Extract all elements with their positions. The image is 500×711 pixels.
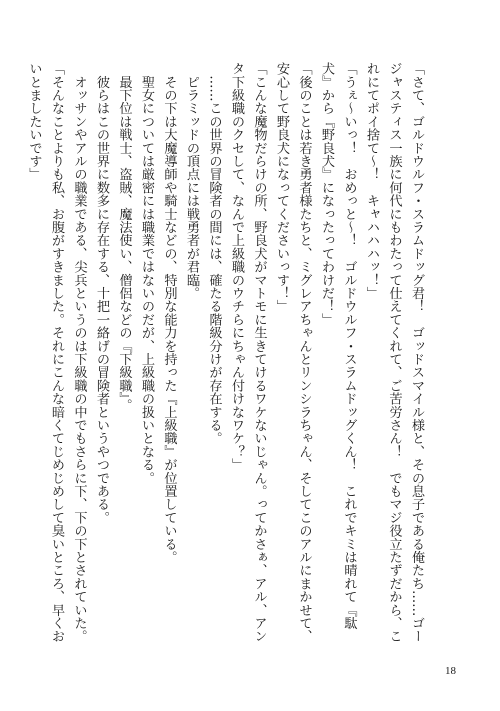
text-line: 「さて、ゴルドウルフ・スラムドッグ君！ ゴッドスマイル様と、その息子である俺たち……ゴー [409,62,424,643]
text-line: 最下位は戦士、盗賊、魔法使い、僧侶などの『下級職』。 [116,62,132,412]
text-line: 「こんな魔物だらけの所、野良犬がマトモに生きてけるワケないじゃん。ってかさぁ、アル、アン [251,62,267,643]
text-line: 犬』から『野良犬』になったってわけだ！」 [319,62,334,326]
text-line: 安心して野良犬になってくださいっす！」 [274,62,289,313]
text-line: ピラミッドの頂点には戦勇者が君臨。 [184,62,199,300]
text-line: 彼らはこの世界に数多に存在する、十把一絡げの冒険者というやつである。 [94,62,109,524]
text-line: ジャスティス一族に何代にもわたって仕えてくれて、ご苦労さん！ でもマジ役立たずだから、こ [386,62,402,643]
text-line: いとましたいです」 [26,62,42,181]
text-line: その下は大魔導師や騎士などの、特別な能力を持った『上級職』が位置している。 [161,62,177,564]
text-line: れにてポイ捨て～！ キャハハハッ！」 [364,62,379,300]
text-line: ……この世界の冒険者の間には、確たる階級分けが存在する。 [206,62,222,445]
text-line: 「後のことは若き勇者様たちと、ミグレアちゃんとリンシラちゃん、そしてこのアルにまかせて、 [296,62,312,643]
text-line: オッサンやアルの職業である、尖兵というのは下級職の中でもさらに下、下の下とされていた。 [71,62,87,643]
text-line: 聖女については厳密には職業ではないのだが、上級職の扱いとなる。 [139,62,154,485]
text-line: 「そんなことよりも私、お腹がすきました。それにこんな暗くてじめじめして臭いところ、早くお [49,62,64,643]
text-line: 「うぇ～いっ！ おめっと～！ ゴルドウルフ・スラムドッグくん！ これでキミは晴れて『駄 [341,62,357,630]
text-line: タ下級職のクセして、なんで上級職のウチらにちゃん付けなワケ？」 [229,62,244,472]
page-number: 18 [445,665,456,677]
vertical-text-body [22,62,427,643]
